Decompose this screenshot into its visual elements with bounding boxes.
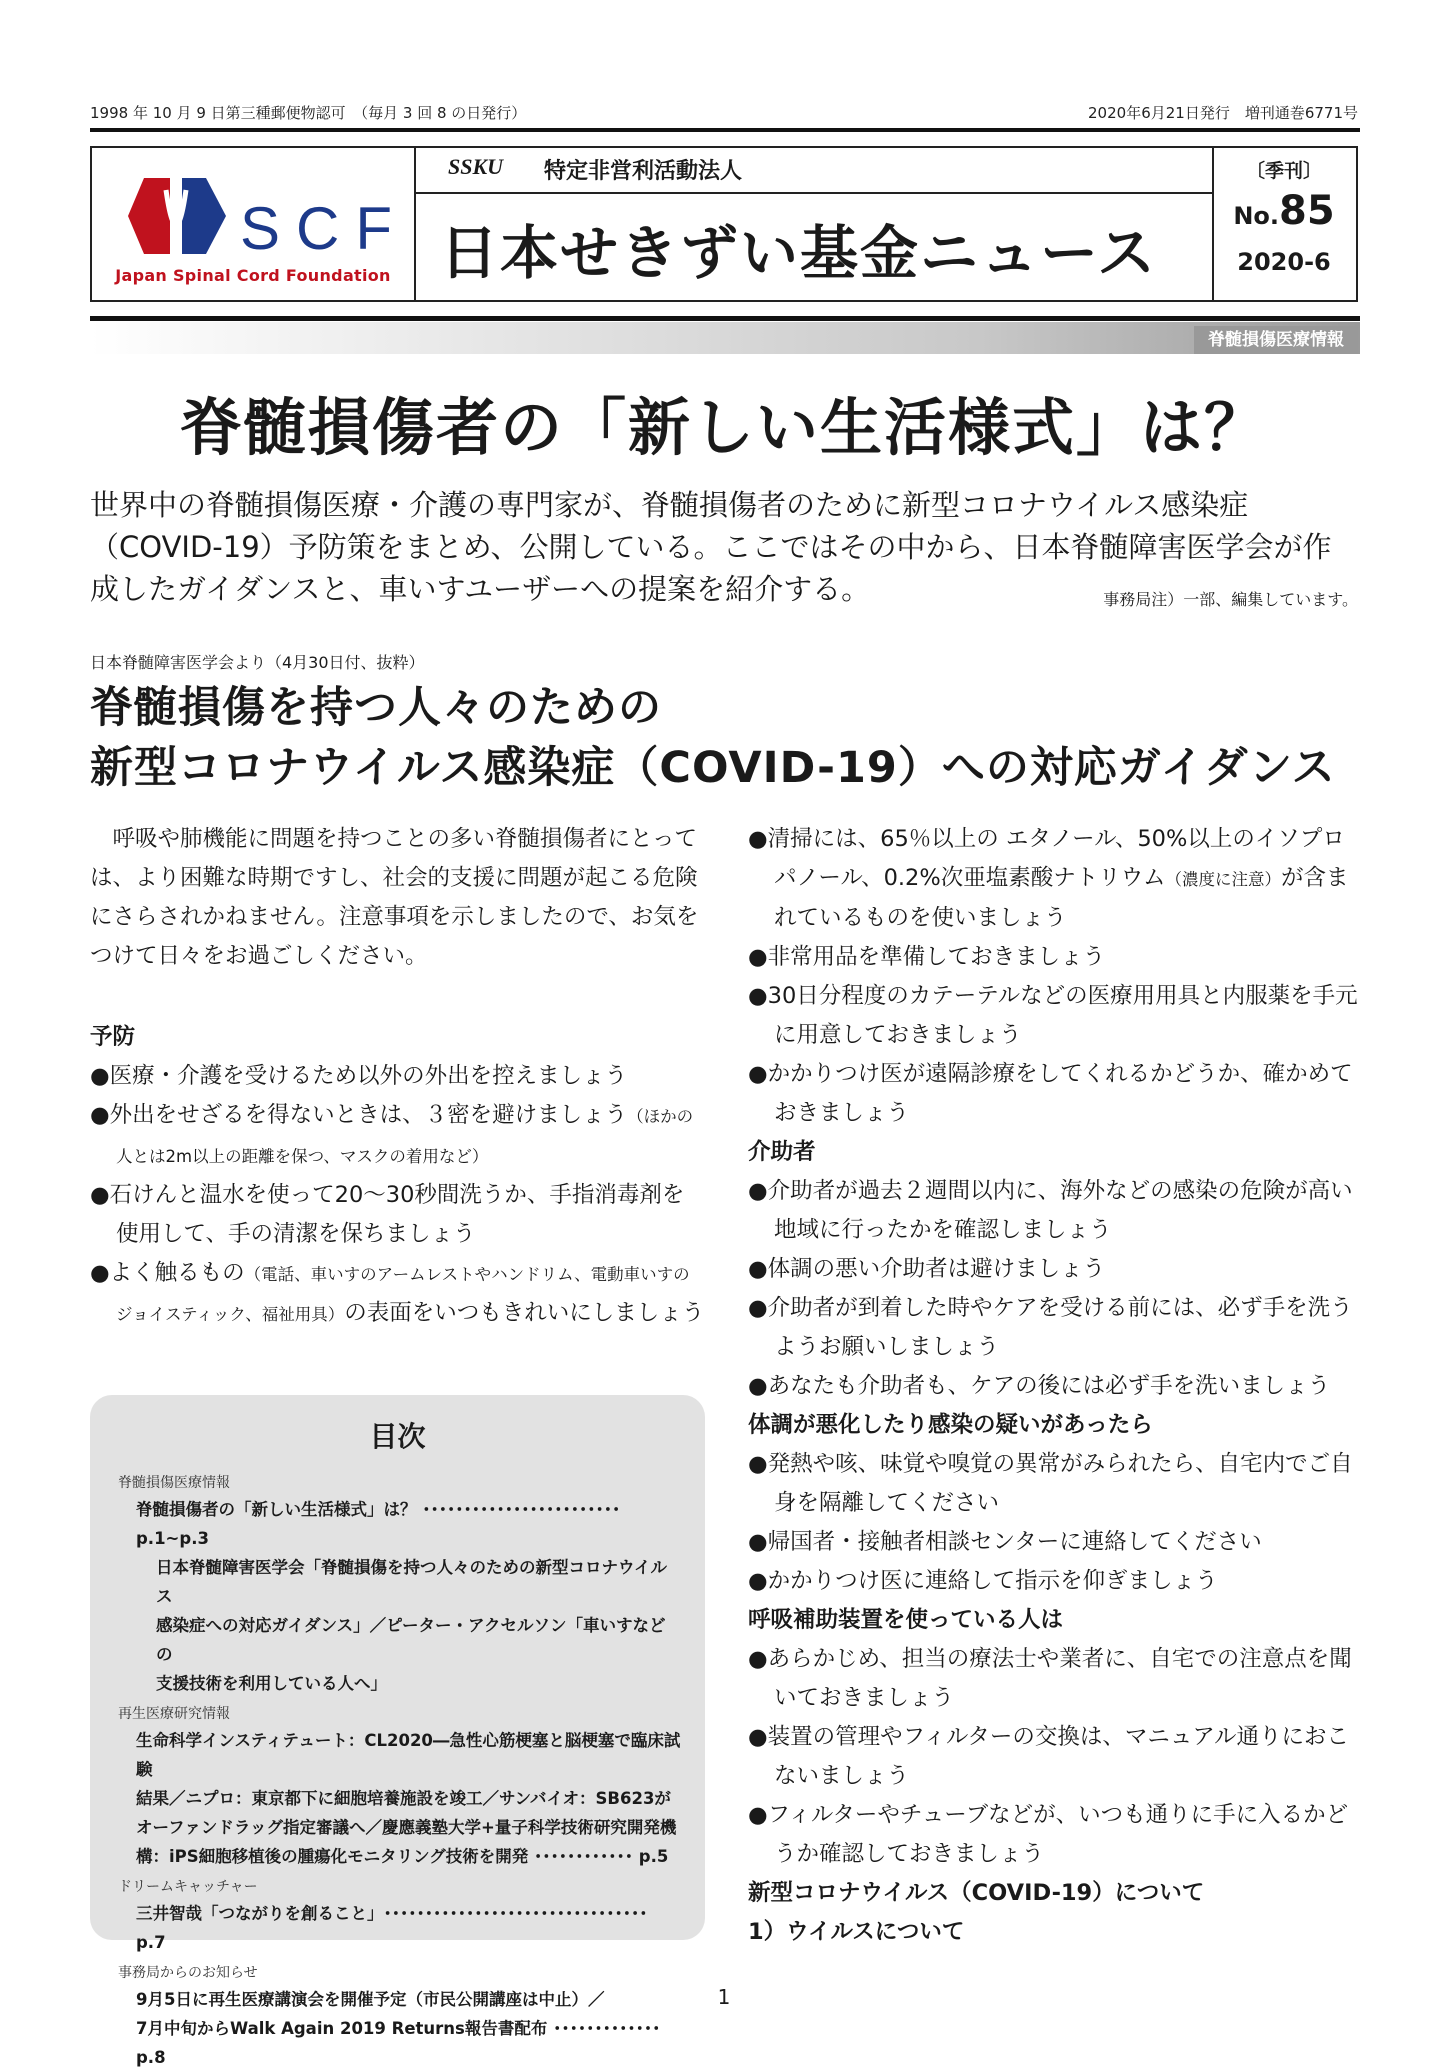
- masthead-rule: [90, 316, 1360, 321]
- right-column: [748, 820, 1360, 1952]
- logo-wordmark: SCF: [240, 195, 408, 262]
- toc-entry[interactable]: 生命科学インスティテュート：CL2020―急性心筋梗塞と脳梗塞で臨床試験: [136, 1731, 681, 1779]
- list-item: ●装置の管理やフィルターの交換は、マニュアル通りにおこないましょう: [748, 1724, 1350, 1789]
- toc-entry[interactable]: 結果／ニプロ：東京都下に細胞培養施設を竣工／サンバイオ：SB623が: [136, 1789, 671, 1808]
- ventilator-heading: 呼吸補助装置を使っている人は: [748, 1607, 1064, 1633]
- category-bar: [90, 322, 1360, 354]
- list-item: ●30日分程度のカテーテルなどの医療用用具と内服薬を手元に用意しておきましょう: [748, 983, 1358, 1048]
- list-item-text: ●外出をせざるを得ないときは、３密を避けましょう: [90, 1102, 628, 1128]
- toc-entry[interactable]: 脊髄損傷者の「新しい生活様式」は？ ････････････････････････ p.1~p.3: [136, 1500, 621, 1548]
- subtitle-jp: 特定非営利活動法人: [544, 159, 743, 184]
- issue-number-value: 85: [1279, 188, 1335, 234]
- left-column: [90, 820, 705, 1334]
- list-item: ●石けんと温水を使って20～30秒間洗うか、手指消毒剤を使用して、手の清潔を保ちましょう: [90, 1182, 685, 1247]
- issue-info: 2020年6月21日発行 増刊通巻6771号: [1088, 104, 1358, 122]
- subtitle-en: SSKU: [448, 154, 504, 179]
- issue-number: [1212, 188, 1356, 234]
- list-item: ●帰国者・接触者相談センターに連絡してください: [748, 1529, 1262, 1555]
- frequency-label: 〔季刊〕: [1245, 160, 1322, 182]
- toc-category: ドリームキャッチャー: [118, 1879, 258, 1895]
- covid-heading: 新型コロナウイルス（COVID-19）について: [748, 1880, 1205, 1906]
- title-cell: [414, 148, 1214, 300]
- scf-logo-icon: [122, 170, 242, 266]
- logo-org-name: Japan Spinal Cord Foundation: [115, 266, 391, 285]
- headline: 脊髄損傷者の「新しい生活様式」は？: [179, 391, 1268, 464]
- list-item: ●体調の悪い介助者は避けましょう: [748, 1256, 1106, 1282]
- section-title-line2: 新型コロナウイルス感染症（COVID-19）への対応ガイダンス: [90, 743, 1336, 793]
- subtitle-row: [414, 148, 1212, 194]
- page-number: 1: [717, 1985, 731, 2009]
- postal-permit: 1998 年 10 月 9 日第三種郵便物認可 （毎月 3 回 8 の日発行）: [90, 104, 527, 122]
- toc-category: 脊髄損傷医療情報: [118, 1475, 230, 1491]
- list-item-note: （ほかの人とは2m以上の距離を保つ、マスクの着用など）: [116, 1107, 694, 1166]
- section-title: [90, 678, 1336, 798]
- toc-entry-detail: 感染症への対応ガイダンス」／ピーター・アクセルソン「車いすなどの: [156, 1616, 666, 1664]
- list-item: ●あなたも介助者も、ケアの後には必ず手を洗いましょう: [748, 1373, 1331, 1399]
- toc-category: 再生医療研究情報: [118, 1706, 230, 1722]
- section-source: 日本脊髄障害医学会より（4月30日付、抜粋）: [90, 653, 425, 672]
- list-item: [90, 1096, 705, 1176]
- list-item: ●介助者が過去２週間以内に、海外などの感染の危険が高い地域に行ったかを確認しましょう: [748, 1178, 1353, 1243]
- list-item: ●フィルターやチューブなどが、いつも通りに手に入るかどうか確認しておきましょう: [748, 1802, 1349, 1867]
- table-of-contents: [90, 1395, 705, 2067]
- masthead: [90, 146, 1358, 302]
- editor-note: 事務局注）一部、編集しています。: [1103, 590, 1358, 609]
- toc-entry[interactable]: 三井智哉「つながりを創ること」････････････････････････････････ p.7: [136, 1904, 648, 1952]
- toc-title: 目次: [369, 1420, 426, 1453]
- list-item: ●非常用品を準備しておきましょう: [748, 944, 1106, 970]
- list-item-note: （電話、車いすのアームレストやハンドリム、電動車いすのジョイスティック、福祉用具）: [116, 1265, 690, 1324]
- issue-number-prefix: No.: [1233, 202, 1280, 230]
- newsletter-title: 日本せきずい基金ニュース: [440, 219, 1158, 287]
- prevention-heading: 予防: [90, 1024, 136, 1050]
- list-item-text: の表面をいつもきれいにしましょう: [344, 1300, 705, 1326]
- toc-entry[interactable]: オーファンドラッグ指定審議へ／慶應義塾大学+量子科学技術研究開発機: [136, 1818, 677, 1837]
- toc-category: 事務局からのお知らせ: [118, 1965, 258, 1981]
- category-label: 脊髄損傷医療情報: [1194, 326, 1358, 354]
- list-item-text: ●清掃には、65％以上の エタノール、50%以上のイソプロパノール、0.2%次亜塩素酸ナトリウム: [748, 826, 1345, 891]
- toc-entry[interactable]: 7月中旬からWalk Again 2019 Returns報告書配布 ･････････････ p.8: [136, 2019, 661, 2067]
- list-item-note: （濃度に注意）: [1165, 870, 1282, 889]
- list-item: ●発熱や咳、味覚や嗅覚の異常がみられたら、自宅内でご自身を隔離してください: [748, 1451, 1353, 1516]
- toc-body: [118, 1467, 681, 2072]
- issue-cell: [1212, 148, 1356, 300]
- list-item: [90, 1254, 705, 1334]
- toc-entry-detail: 支援技術を利用している人へ」: [156, 1674, 387, 1693]
- list-item: ●あらかじめ、担当の療法士や業者に、自宅での注意点を聞いておきましょう: [748, 1646, 1352, 1711]
- logo-cell: [92, 148, 416, 300]
- toc-entry[interactable]: 構：iPS細胞移植後の腫瘍化モニタリング技術を開発 ････････････ p.5: [136, 1847, 669, 1866]
- caregiver-heading: 介助者: [748, 1139, 816, 1165]
- lead-paragraph: 世界中の脊髄損傷医療・介護の専門家が、脊髄損傷者のために新型コロナウイルス感染症（COVID-19）予防策をまとめ、公開している。ここではその中から、日本脊髄障害医学会が作成したガイダンスと、車いすユーザーへの提案を紹介する。: [90, 488, 1332, 606]
- list-item: ●かかりつけ医が遠隔診療をしてくれるかどうか、確かめておきましょう: [748, 1061, 1353, 1126]
- list-item: ●介助者が到着した時やケアを受ける前には、必ず手を洗うようお願いしましょう: [748, 1295, 1353, 1360]
- top-rule: [90, 128, 1360, 132]
- symptom-heading: 体調が悪化したり感染の疑いがあったら: [748, 1412, 1153, 1438]
- list-item-text: が含まれているものを使いましょう: [774, 865, 1349, 931]
- toc-entry[interactable]: 9月5日に再生医療講演会を開催予定（市民公開講座は中止）／: [136, 1990, 605, 2009]
- toc-entry-detail: 日本脊髄障害医学会「脊髄損傷を持つ人々のための新型コロナウイルス: [156, 1558, 668, 1606]
- section-title-line1: 脊髄損傷を持つ人々のための: [90, 683, 662, 733]
- list-item: ●かかりつけ医に連絡して指示を仰ぎましょう: [748, 1568, 1218, 1594]
- list-item: [748, 820, 1360, 938]
- list-item-text: ●よく触るもの: [90, 1260, 245, 1286]
- intro-paragraph: 呼吸や肺機能に問題を持つことの多い脊髄損傷者にとっては、より困難な時期ですし、社会的支援に問題が起こる危険にさらされかねません。注意事項を示しましたので、お気をつけて日々をお過ごしください。: [90, 826, 699, 969]
- issue-date: 2020-6: [1237, 248, 1331, 276]
- virus-subheading: 1）ウイルスについて: [748, 1919, 965, 1945]
- list-item: ●医療・介護を受けるため以外の外出を控えましょう: [90, 1063, 628, 1089]
